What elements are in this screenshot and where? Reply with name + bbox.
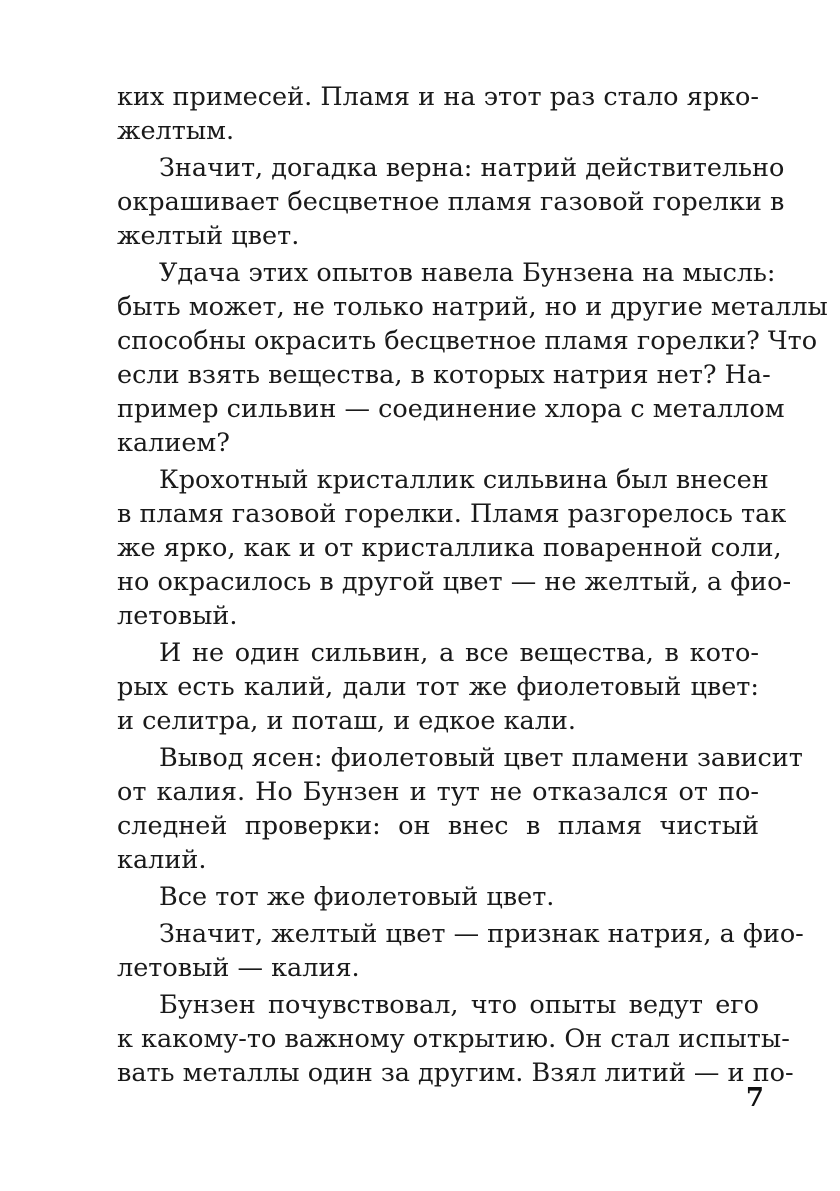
text-line: но окрасилось в другой цвет — не желтый, а фио- — [117, 567, 792, 597]
text-line: же ярко, как и от кристаллика поваренной соли, — [117, 533, 782, 563]
text-line: ких примесей. Пламя и на этот раз стало ярко- — [117, 82, 759, 112]
text-line: если взять вещества, в которых натрия нет? На- — [117, 360, 771, 390]
text-line: рых есть калий, дали тот же фиолетовый цвет: — [117, 672, 759, 702]
text-line: Удача этих опытов навела Бунзена на мысль: — [159, 258, 776, 288]
text-line: желтым. — [117, 116, 235, 146]
text-line: Значит, догадка верна: натрий действительно — [159, 153, 785, 183]
text-line: желтый цвет. — [117, 221, 300, 251]
text-line: вать металлы один за другим. Взял литий — и по- — [117, 1058, 794, 1088]
page-number: 7 — [745, 1083, 764, 1113]
text-line: летовый. — [117, 601, 238, 631]
text-line: летовый — калия. — [117, 953, 360, 983]
text-line: калием? — [117, 428, 230, 458]
text-line: в пламя газовой горелки. Пламя разгорелось так — [117, 499, 787, 529]
text-line: Вывод ясен: фиолетовый цвет пламени зависит — [159, 743, 803, 773]
body-text — [117, 80, 828, 1090]
text-line: Бунзен почувствовал, что опыты ведут его — [159, 990, 759, 1020]
text-line: Все тот же фиолетовый цвет. — [159, 882, 555, 912]
text-line: быть может, не только натрий, но и другие металлы — [117, 292, 828, 322]
text-line: способны окрасить бесцветное пламя горелки? Что — [117, 326, 818, 356]
text-line: Крохотный кристаллик сильвина был внесен — [159, 465, 769, 495]
text-line: пример сильвин — соединение хлора с металлом — [117, 394, 785, 424]
text-line: и селитра, и поташ, и едкое кали. — [117, 706, 577, 736]
text-line: к какому-то важному открытию. Он стал испыты- — [117, 1024, 790, 1054]
text-line: следней проверки: он внес в пламя чистый — [117, 811, 759, 841]
text-line: окрашивает бесцветное пламя газовой горелки в — [117, 187, 785, 217]
text-line: от калия. Но Бунзен и тут не отказался от по- — [117, 777, 759, 807]
text-line: Значит, желтый цвет — признак натрия, а фио- — [159, 919, 804, 949]
text-line: И не один сильвин, а все вещества, в кото- — [159, 638, 759, 668]
text-line: калий. — [117, 845, 207, 875]
